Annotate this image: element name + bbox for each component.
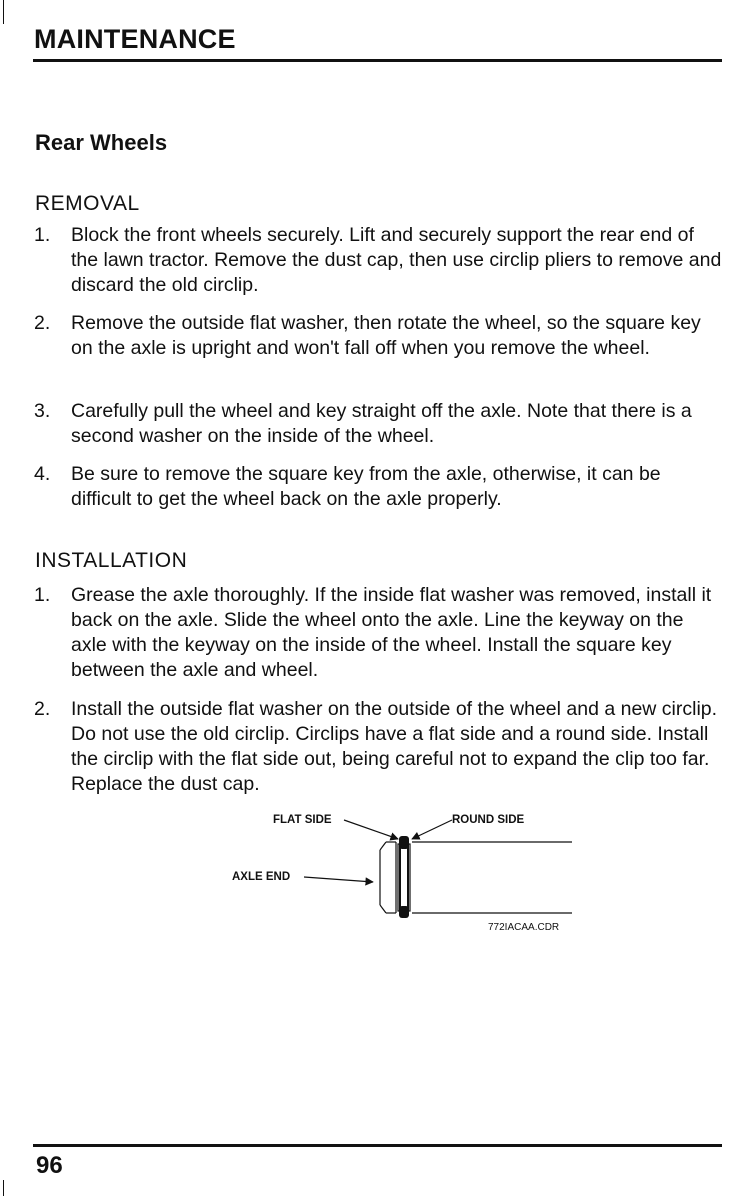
installation-heading: INSTALLATION (35, 549, 188, 572)
axle-end-label: AXLE END (232, 871, 291, 883)
scan-edge-mark-top (3, 0, 4, 24)
page-heading: Rear Wheels (35, 130, 168, 155)
scan-edge-mark-bottom (3, 1180, 4, 1196)
figure-code: 772IACAA.CDR (488, 922, 560, 933)
step-text: Install the outside flat washer on the outside of the wheel and a new circlip. Do not use the old circlip. Circlips have a flat side and a round side. Install the circlip with the flat side out, being careful not to expand the clip too far. Replace the dust cap. (71, 698, 718, 795)
circlip-diagram (220, 806, 590, 936)
circlip-drawing (399, 836, 409, 918)
step-number: 4. (34, 463, 51, 485)
removal-step-3 (34, 399, 724, 449)
footer-rule (33, 1144, 722, 1147)
round-side-arrow (412, 820, 452, 839)
removal-heading: REMOVAL (35, 192, 140, 215)
step-number: 2. (34, 698, 51, 720)
page-number: 96 (36, 1152, 63, 1179)
step-text: Be sure to remove the square key from the axle, otherwise, it can be difficult to get the wheel back on the axle properly. (71, 463, 661, 510)
removal-step-4 (34, 462, 724, 512)
step-number: 2. (34, 312, 51, 334)
round-side-label: ROUND SIDE (452, 814, 525, 826)
step-number: 3. (34, 400, 51, 422)
axle-end-arrow (304, 877, 373, 882)
step-text: Grease the axle thoroughly. If the inside flat washer was removed, install it back on the axle. Slide the wheel onto the axle. Line the keyway on the axle with the keyway on the inside of the wheel. Install the square key between the axle and wheel. (71, 584, 712, 681)
removal-step-1 (34, 223, 724, 298)
flat-side-label: FLAT SIDE (273, 814, 332, 826)
installation-step-1 (34, 583, 724, 683)
step-number: 1. (34, 224, 51, 246)
flat-side-arrow (344, 820, 398, 839)
step-text: Remove the outside flat washer, then rotate the wheel, so the square key on the axle is upright and won't fall off when you remove the wheel. (71, 312, 701, 359)
removal-step-2 (34, 311, 724, 361)
header-rule (33, 59, 722, 62)
section-title: MAINTENANCE (34, 24, 236, 54)
installation-step-2 (34, 697, 724, 797)
step-number: 1. (34, 584, 51, 606)
step-text: Block the front wheels securely. Lift and securely support the rear end of the lawn tractor. Remove the dust cap, then use circlip pliers to remove and discard the old circlip. (71, 224, 722, 296)
step-text: Carefully pull the wheel and key straight off the axle. Note that there is a second washer on the inside of the wheel. (71, 400, 692, 447)
